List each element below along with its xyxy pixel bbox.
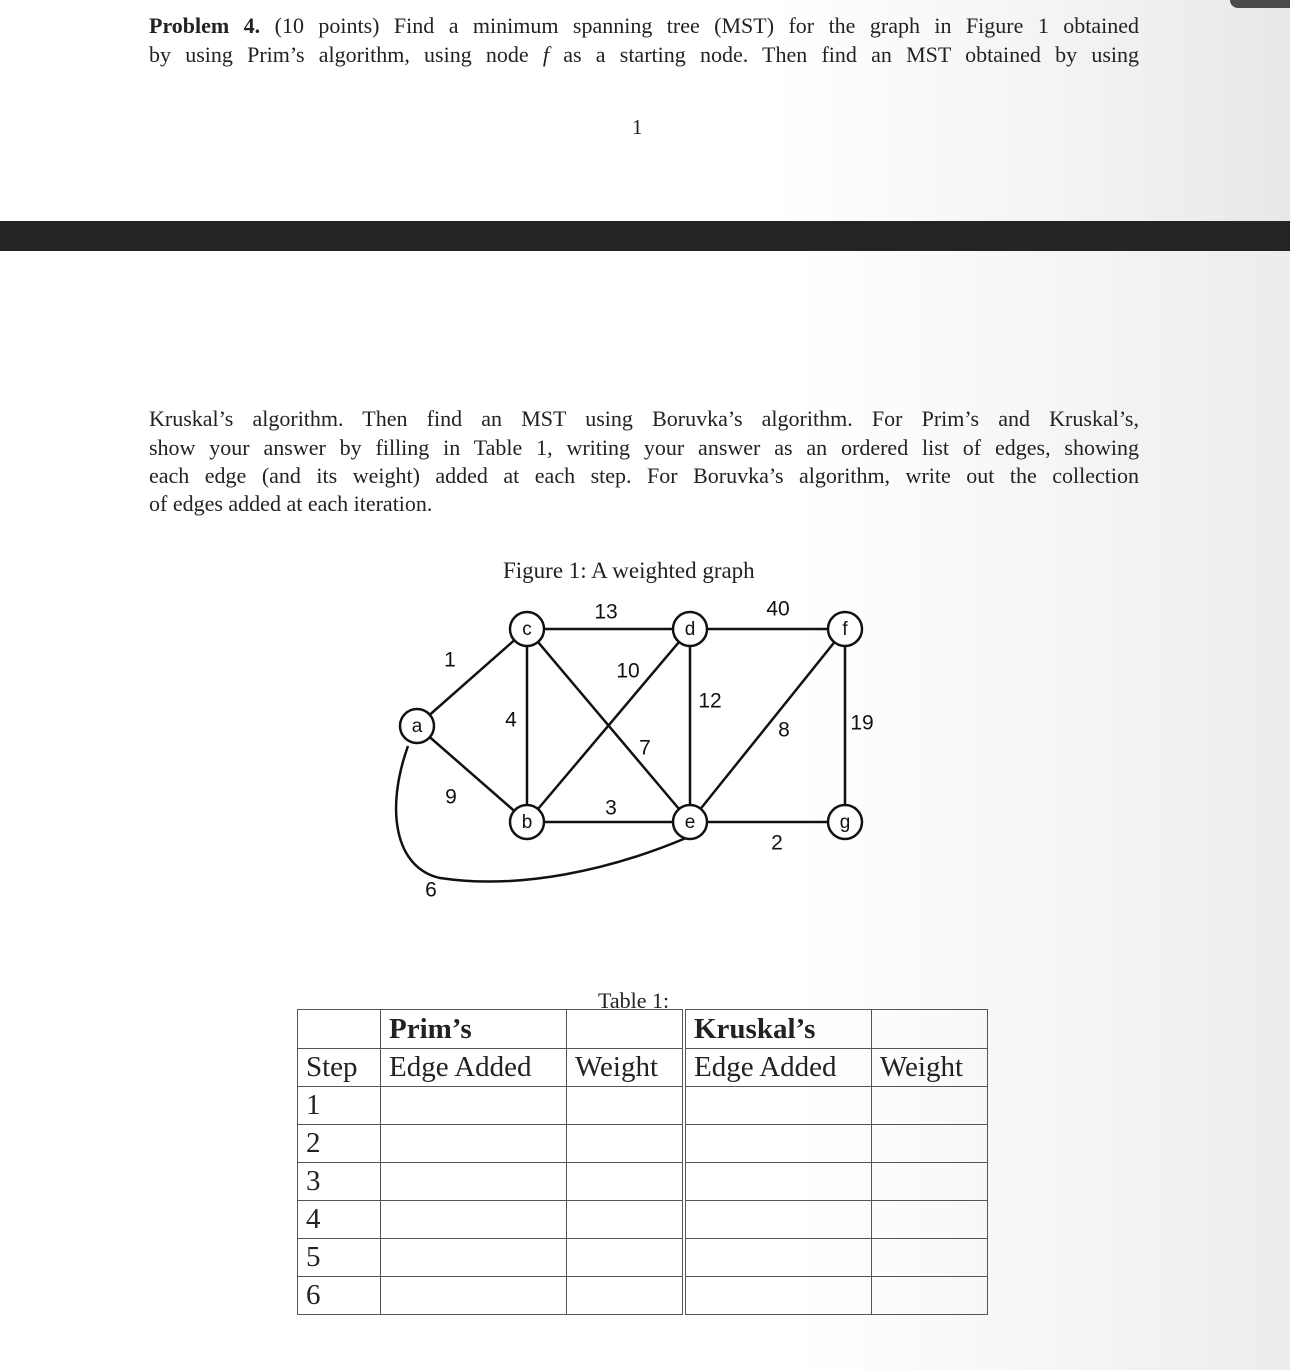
cont-line-4: of edges added at each iteration. (149, 491, 433, 516)
table-row (298, 1125, 988, 1163)
header-empty-kruskal-weight (872, 1010, 988, 1049)
node-label-g: g (839, 812, 851, 834)
kruskal-weight-cell[interactable] (872, 1277, 988, 1315)
prim-weight-cell[interactable] (567, 1125, 685, 1163)
edge-weight-a-c: 1 (444, 648, 456, 672)
problem-line-1 (149, 12, 1139, 41)
kruskal-edge-cell[interactable] (684, 1277, 872, 1315)
step-cell: 2 (298, 1125, 381, 1163)
header-kruskal-weight: Weight (872, 1049, 988, 1087)
header-prim-edge: Edge Added (381, 1049, 567, 1087)
edge-weight-e-g: 2 (771, 831, 783, 855)
edge-weight-a-b: 9 (445, 785, 457, 809)
edge-weight-c-b: 4 (505, 708, 517, 732)
cont-line-3: each edge (and its weight) added at each step. For Boruvka’s algorithm, write out the collection (149, 463, 1139, 488)
table-group-header (298, 1010, 988, 1049)
prim-weight-cell[interactable] (567, 1277, 685, 1315)
step-cell: 5 (298, 1239, 381, 1277)
kruskal-weight-cell[interactable] (872, 1201, 988, 1239)
problem-line-1-text: (10 points) Find a minimum spanning tree (MST) for the graph in Figure 1 obtained (274, 13, 1139, 38)
edge-weight-d-f: 40 (766, 597, 790, 621)
scroll-corner (1230, 0, 1290, 8)
edge-weight-b-d: 10 (616, 659, 640, 683)
page-1-bottom (0, 0, 1290, 221)
edge-weight-f-g: 19 (850, 711, 874, 735)
prim-edge-cell[interactable] (381, 1125, 567, 1163)
problem-var-f: f (542, 42, 550, 67)
step-cell: 1 (298, 1087, 381, 1125)
cont-line-2: show your answer by filling in Table 1, writing your answer as an ordered list of edges, showing (149, 435, 1139, 460)
kruskal-edge-cell[interactable] (684, 1163, 872, 1201)
kruskal-edge-cell[interactable] (684, 1125, 872, 1163)
header-kruskals: Kruskal’s (684, 1010, 872, 1049)
header-prim-weight: Weight (567, 1049, 685, 1087)
edge-weight-c-d: 13 (594, 600, 618, 624)
problem-line-2b: as a starting node. Then find an MST obtained by using (549, 42, 1139, 67)
figure-caption: Figure 1: A weighted graph (503, 558, 755, 583)
node-label-a: a (411, 716, 423, 738)
table-row (298, 1201, 988, 1239)
header-step: Step (298, 1049, 381, 1087)
header-empty-prim-weight (567, 1010, 685, 1049)
kruskal-edge-cell[interactable] (684, 1201, 872, 1239)
edge-e-f (690, 629, 845, 822)
edge-weight-b-e: 3 (605, 796, 617, 820)
prim-weight-cell[interactable] (567, 1163, 685, 1201)
node-label-d: d (684, 619, 696, 641)
table-caption: Table 1: (598, 988, 670, 1013)
edge-weight-a-e: 6 (425, 878, 437, 902)
edge-weight-e-f: 8 (778, 718, 790, 742)
table-row (298, 1277, 988, 1315)
kruskal-edge-cell[interactable] (684, 1239, 872, 1277)
node-label-c: c (522, 619, 532, 641)
page-divider (0, 221, 1290, 251)
prim-edge-cell[interactable] (381, 1201, 567, 1239)
table-row (298, 1239, 988, 1277)
prim-edge-cell[interactable] (381, 1239, 567, 1277)
step-cell: 3 (298, 1163, 381, 1201)
kruskal-edge-cell[interactable] (684, 1087, 872, 1125)
table-column-header (298, 1049, 988, 1087)
node-label-b: b (521, 812, 533, 834)
page-number: 1 (632, 115, 643, 139)
header-kruskal-edge: Edge Added (684, 1049, 872, 1087)
edge-weight-c-e: 7 (639, 736, 651, 760)
weighted-graph (380, 590, 890, 910)
step-cell: 6 (298, 1277, 381, 1315)
table-row (298, 1163, 988, 1201)
kruskal-weight-cell[interactable] (872, 1087, 988, 1125)
prim-edge-cell[interactable] (381, 1277, 567, 1315)
mst-table (297, 1009, 988, 1315)
edge-a-b (417, 726, 527, 822)
header-empty-step (298, 1010, 381, 1049)
node-label-e: e (684, 812, 696, 834)
table-row (298, 1087, 988, 1125)
prim-edge-cell[interactable] (381, 1087, 567, 1125)
problem-line-2a: by using Prim’s algorithm, using node (149, 42, 543, 67)
cont-line-1: Kruskal’s algorithm. Then find an MST using Boruvka’s algorithm. For Prim’s and Kruskal’s, (149, 406, 1139, 431)
kruskal-weight-cell[interactable] (872, 1239, 988, 1277)
edge-weight-d-e: 12 (698, 689, 722, 713)
prim-weight-cell[interactable] (567, 1201, 685, 1239)
problem-line-2 (149, 41, 1139, 70)
problem-label: Problem 4. (149, 13, 261, 38)
prim-weight-cell[interactable] (567, 1239, 685, 1277)
kruskal-weight-cell[interactable] (872, 1163, 988, 1201)
header-prims: Prim’s (381, 1010, 567, 1049)
node-label-f: f (842, 619, 848, 641)
step-cell: 4 (298, 1201, 381, 1239)
prim-weight-cell[interactable] (567, 1087, 685, 1125)
kruskal-weight-cell[interactable] (872, 1125, 988, 1163)
prim-edge-cell[interactable] (381, 1163, 567, 1201)
